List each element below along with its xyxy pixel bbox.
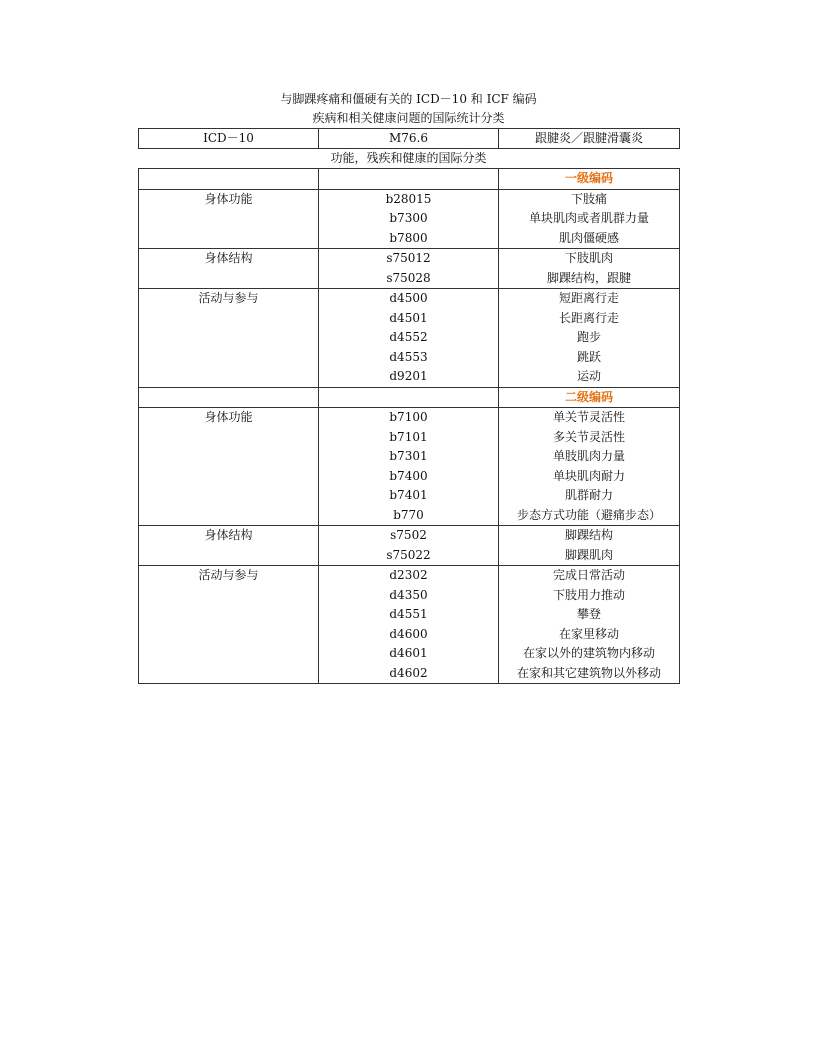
code-row — [139, 367, 680, 387]
code-cell: b7300 — [319, 209, 499, 229]
code-cell: b770 — [319, 506, 499, 526]
description-cell: 单块肌肉耐力 — [499, 467, 680, 487]
level-label: 一级编码 — [499, 169, 680, 190]
code-row — [139, 644, 680, 664]
code-row — [139, 289, 680, 309]
description-cell: 脚踝结构 — [499, 526, 680, 546]
category-cell: 身体功能 — [139, 189, 319, 209]
code-row — [139, 467, 680, 487]
code-cell: d4602 — [319, 664, 499, 684]
empty-cell — [139, 605, 319, 625]
empty-cell — [139, 486, 319, 506]
description-cell: 长距离行走 — [499, 309, 680, 329]
document-page — [138, 90, 679, 684]
code-cell: d4553 — [319, 348, 499, 368]
code-row — [139, 348, 680, 368]
code-row — [139, 249, 680, 269]
code-row — [139, 309, 680, 329]
level-label: 二级编码 — [499, 387, 680, 408]
icd-row — [139, 129, 680, 149]
description-cell: 步态方式功能（避痛步态） — [499, 506, 680, 526]
description-cell: 在家以外的建筑物内移动 — [499, 644, 680, 664]
code-cell: b7301 — [319, 447, 499, 467]
description-cell: 运动 — [499, 367, 680, 387]
code-cell: d9201 — [319, 367, 499, 387]
code-cell: d4551 — [319, 605, 499, 625]
empty-cell — [139, 309, 319, 329]
empty-cell — [139, 428, 319, 448]
code-row — [139, 486, 680, 506]
empty-cell — [139, 348, 319, 368]
code-cell: d4600 — [319, 625, 499, 645]
code-cell: b7100 — [319, 408, 499, 428]
icd-code: M76.6 — [319, 129, 499, 149]
code-row — [139, 586, 680, 606]
icd-heading: 疾病和相关健康问题的国际统计分类 — [312, 111, 505, 125]
code-cell: d4350 — [319, 586, 499, 606]
code-cell: s75012 — [319, 249, 499, 269]
icd-table — [138, 128, 680, 149]
description-cell: 多关节灵活性 — [499, 428, 680, 448]
empty-cell — [139, 269, 319, 289]
empty-cell — [139, 367, 319, 387]
description-cell: 单肢肌肉力量 — [499, 447, 680, 467]
empty-cell — [139, 467, 319, 487]
code-row — [139, 428, 680, 448]
code-cell: d4552 — [319, 328, 499, 348]
code-cell: b7101 — [319, 428, 499, 448]
code-cell: s75028 — [319, 269, 499, 289]
code-row — [139, 328, 680, 348]
code-row — [139, 546, 680, 566]
category-cell: 身体功能 — [139, 408, 319, 428]
empty-cell — [139, 546, 319, 566]
icf-table — [138, 168, 680, 684]
description-cell: 完成日常活动 — [499, 566, 680, 586]
category-cell: 身体结构 — [139, 526, 319, 546]
icd-label: ICD－10 — [139, 129, 319, 149]
category-cell: 活动与参与 — [139, 289, 319, 309]
code-cell: s7502 — [319, 526, 499, 546]
code-row — [139, 605, 680, 625]
empty-cell — [139, 625, 319, 645]
description-cell: 在家和其它建筑物以外移动 — [499, 664, 680, 684]
category-cell: 活动与参与 — [139, 566, 319, 586]
empty-cell — [139, 169, 319, 190]
code-cell: s75022 — [319, 546, 499, 566]
description-cell: 短距离行走 — [499, 289, 680, 309]
code-row — [139, 664, 680, 684]
description-cell: 单块肌肉或者肌群力量 — [499, 209, 680, 229]
empty-cell — [139, 229, 319, 249]
code-row — [139, 189, 680, 209]
code-row — [139, 625, 680, 645]
code-row — [139, 269, 680, 289]
code-row — [139, 408, 680, 428]
level-header-row — [139, 387, 680, 408]
description-cell: 单关节灵活性 — [499, 408, 680, 428]
empty-cell — [139, 664, 319, 684]
code-cell: d4501 — [319, 309, 499, 329]
empty-cell — [319, 387, 499, 408]
code-cell: b7401 — [319, 486, 499, 506]
empty-cell — [139, 506, 319, 526]
description-cell: 跑步 — [499, 328, 680, 348]
code-cell: b7800 — [319, 229, 499, 249]
code-row — [139, 506, 680, 526]
category-cell: 身体结构 — [139, 249, 319, 269]
code-row — [139, 526, 680, 546]
description-cell: 脚踝结构，跟腱 — [499, 269, 680, 289]
empty-cell — [139, 644, 319, 664]
empty-cell — [139, 209, 319, 229]
empty-cell — [139, 586, 319, 606]
description-cell: 肌肉僵硬感 — [499, 229, 680, 249]
description-cell: 攀登 — [499, 605, 680, 625]
level-header-row — [139, 169, 680, 190]
document-title: 与脚踝疼痛和僵硬有关的 ICD－10 和 ICF 编码 — [280, 92, 537, 106]
empty-cell — [319, 169, 499, 190]
description-cell: 肌群耐力 — [499, 486, 680, 506]
description-cell: 脚踝肌肉 — [499, 546, 680, 566]
empty-cell — [139, 447, 319, 467]
code-cell: d4601 — [319, 644, 499, 664]
empty-cell — [139, 387, 319, 408]
code-row — [139, 447, 680, 467]
icf-heading: 功能，残疾和健康的国际分类 — [330, 151, 487, 165]
icd-description: 跟腱炎／跟腱滑囊炎 — [499, 129, 680, 149]
code-row — [139, 566, 680, 586]
description-cell: 下肢痛 — [499, 189, 680, 209]
code-row — [139, 209, 680, 229]
description-cell: 下肢肌肉 — [499, 249, 680, 269]
empty-cell — [139, 328, 319, 348]
description-cell: 下肢用力推动 — [499, 586, 680, 606]
code-cell: b28015 — [319, 189, 499, 209]
description-cell: 在家里移动 — [499, 625, 680, 645]
code-row — [139, 229, 680, 249]
code-cell: b7400 — [319, 467, 499, 487]
code-cell: d4500 — [319, 289, 499, 309]
description-cell: 跳跃 — [499, 348, 680, 368]
code-cell: d2302 — [319, 566, 499, 586]
